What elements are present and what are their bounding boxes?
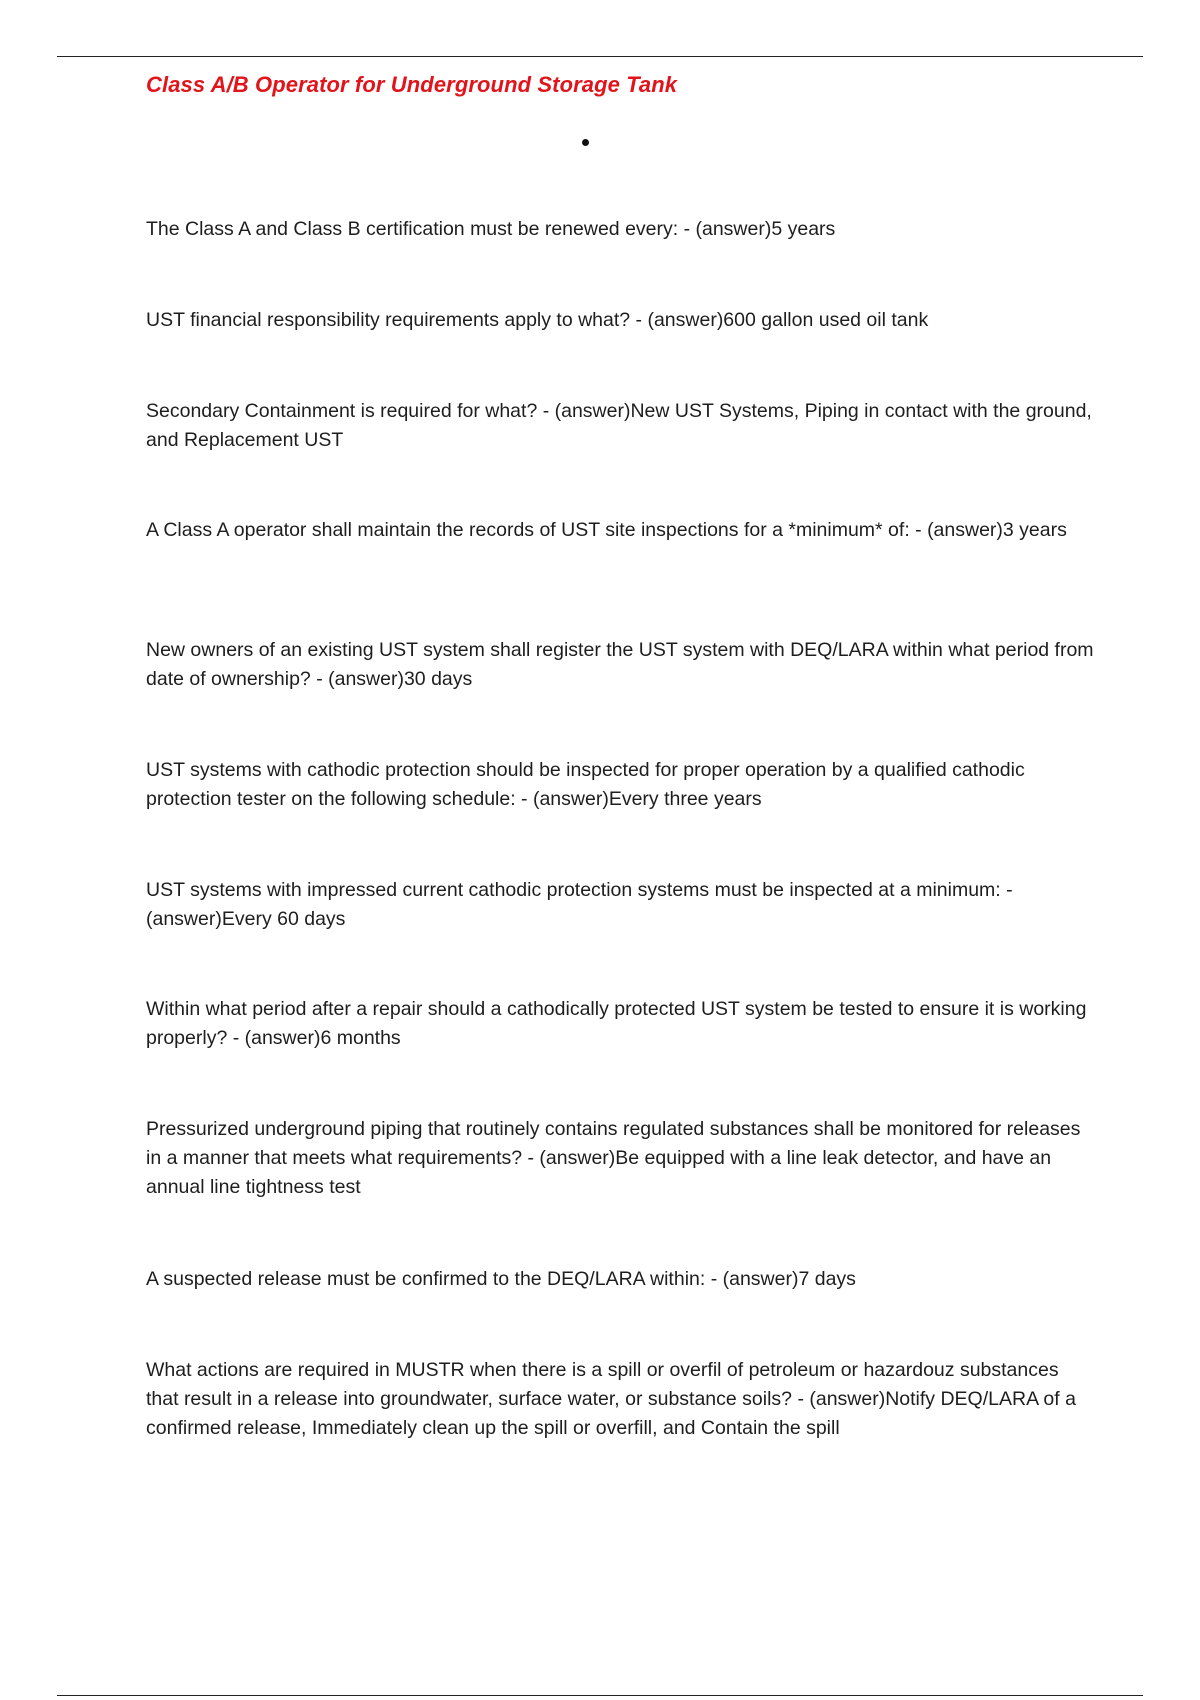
qa-item-7: UST systems with impressed current cathodic protection systems must be inspected at a minimum: - (answer)Every 60 days: [146, 879, 1013, 930]
top-rule: [57, 56, 1143, 57]
qa-item-3: Secondary Containment is required for what? - (answer)New UST Systems, Piping in contact with the ground, and Replacement UST: [146, 400, 1092, 451]
qa-item-5: New owners of an existing UST system shall register the UST system with DEQ/LARA within what period from date of ownership? - (answer)30 days: [146, 639, 1094, 690]
bottom-rule: [57, 1695, 1143, 1696]
qa-item-2: UST financial responsibility requirements apply to what? - (answer)600 gallon used oil tank: [146, 309, 929, 331]
document-title: Class A/B Operator for Underground Storage Tank: [146, 72, 678, 97]
qa-item-4: A Class A operator shall maintain the records of UST site inspections for a *minimum* of: - (answer)3 years: [146, 519, 1067, 541]
qa-item-9: Pressurized underground piping that routinely contains regulated substances shall be monitored for releases in a manner that meets what requirements? - (answer)Be equipped with a line leak detector, and have an annual line tightness test: [146, 1118, 1081, 1198]
qa-item-6: UST systems with cathodic protection should be inspected for proper operation by a qualified cathodic protection tester on the following schedule: - (answer)Every three years: [146, 759, 1025, 810]
qa-item-10: A suspected release must be confirmed to the DEQ/LARA within: - (answer)7 days: [146, 1268, 856, 1290]
qa-item-11: What actions are required in MUSTR when there is a spill or overfil of petroleum or hazardouz substances that result in a release into groundwater, surface water, or substance soils? - (answer)Notify DEQ/LARA of a confirmed release, Immediately clean up the spill or overfill, and Contain the spill: [146, 1359, 1076, 1439]
bullet-point: [582, 139, 589, 146]
qa-item-8: Within what period after a repair should a cathodically protected UST system be tested to ensure it is working properly? - (answer)6 months: [146, 998, 1087, 1049]
qa-item-1: The Class A and Class B certification must be renewed every: - (answer)5 years: [146, 218, 836, 240]
